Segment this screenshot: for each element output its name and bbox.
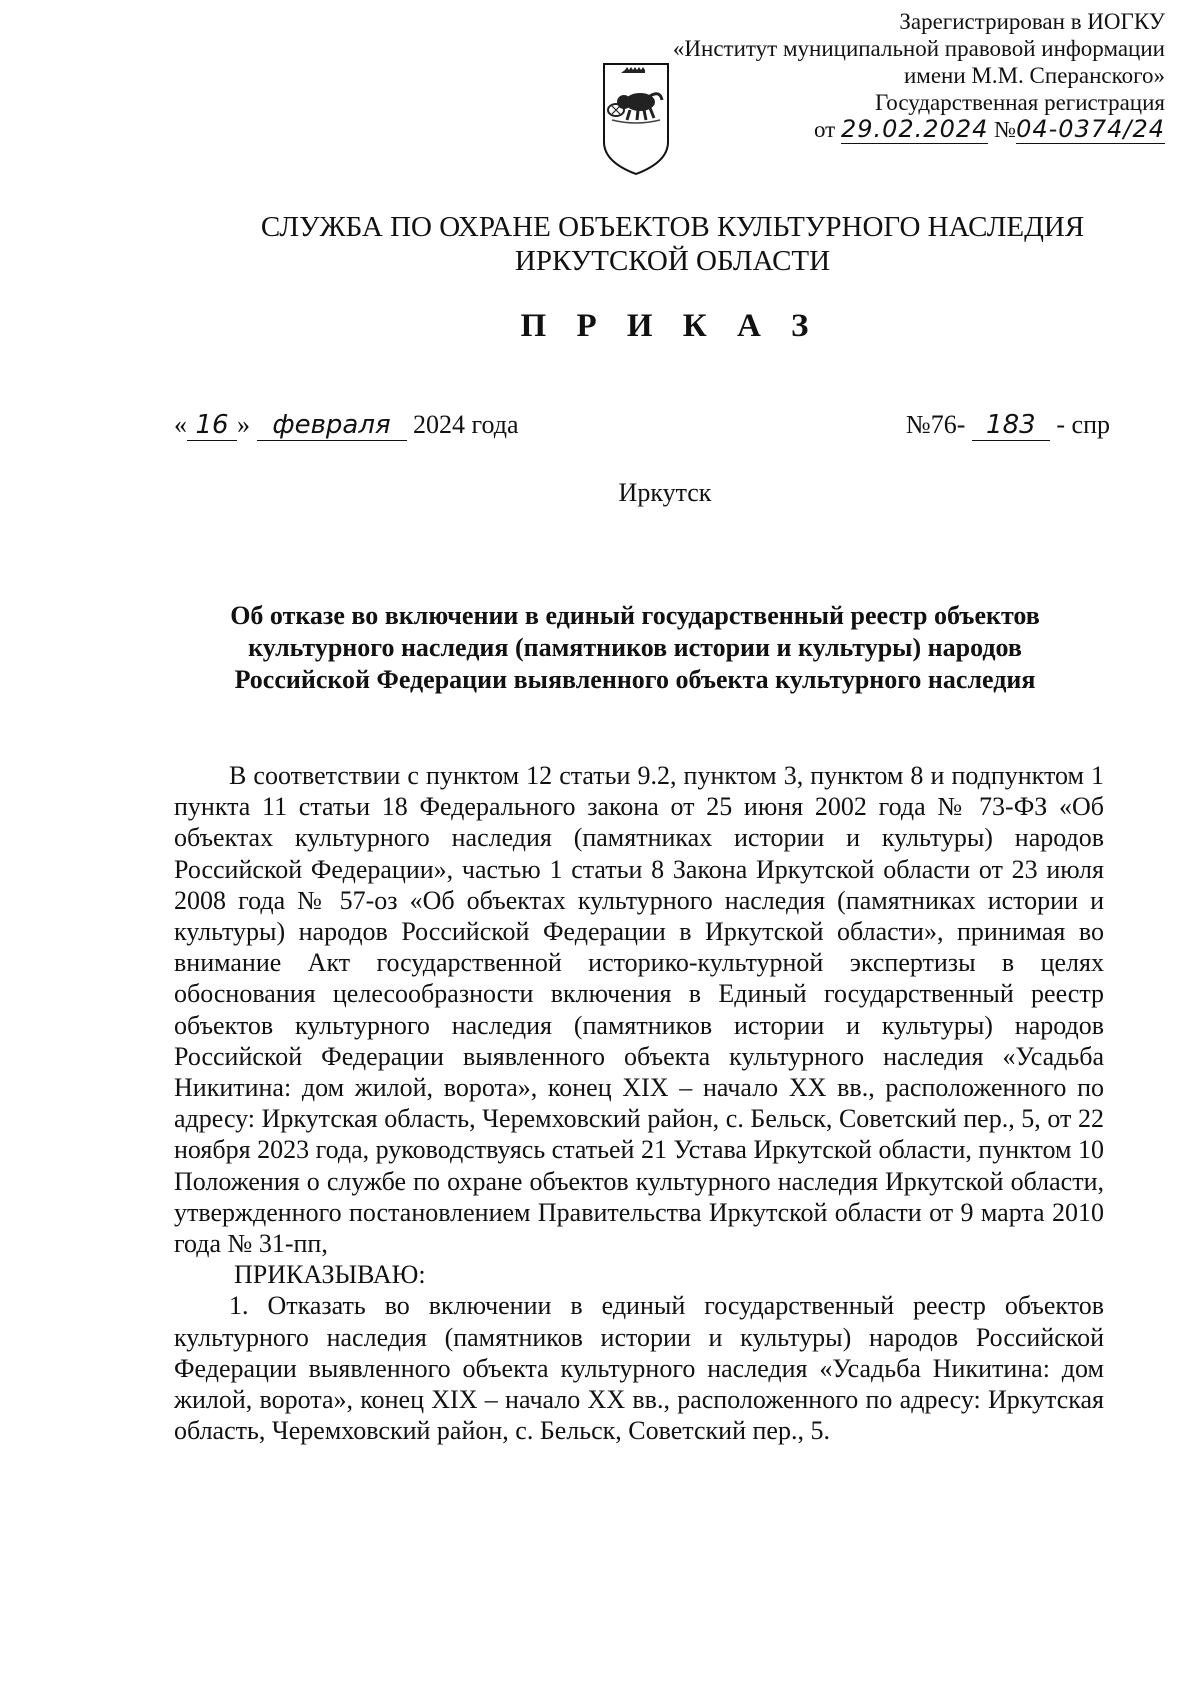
agency-line-1: СЛУЖБА ПО ОХРАНЕ ОБЪЕКТОВ КУЛЬТУРНОГО НАСЛЕДИЯ	[260, 211, 1085, 243]
registration-line-4: Государственная регистрация	[875, 90, 1165, 115]
date-close-quote: »	[237, 410, 250, 439]
agency-name	[0, 210, 1200, 278]
registration-line-1: Зарегистрирован в ИОГКУ	[899, 9, 1165, 34]
subject-line-2: культурного наследия (памятников истории и культуры) народов	[248, 633, 1022, 662]
order-number-suffix: - спр	[1056, 410, 1110, 439]
agency-line-2: ИРКУТСКОЙ ОБЛАСТИ	[514, 245, 831, 277]
irkutsk-coat-of-arms-icon	[602, 62, 670, 176]
order-subject	[175, 600, 1095, 696]
registration-line-2: «Институт муниципальной правовой информации	[672, 36, 1165, 61]
city: Иркутск	[618, 478, 712, 507]
order-title: П Р И К А З	[520, 308, 820, 344]
registration-date: 29.02.2024	[840, 115, 989, 143]
order-number-value: 183	[972, 410, 1050, 441]
registration-number: 04-0374/24	[1016, 115, 1165, 143]
date-month: февраля	[257, 410, 407, 441]
order-word: ПРИКАЗЫВАЮ:	[234, 1260, 426, 1290]
date-day: 16	[187, 410, 237, 441]
registration-line-3: имени М.М. Сперанского»	[903, 63, 1165, 88]
order-item-1: 1. Отказать во включении в единый государственный реестр объектов культурного наследия (памятников истории и культуры) народов Российской Федерации выявленного объекта культурного наследия «Усадьба Никитина: дом жилой, ворота», конец XIX – начало XX вв., расположенного по адресу: Иркутская область, Черемховский район, с. Бельск, Советский пер., 5.	[174, 1291, 1104, 1446]
date-year: 2024 года	[413, 410, 519, 439]
subject-line-3: Российской Федерации выявленного объекта культурного наследия	[234, 665, 1036, 694]
subject-line-1: Об отказе во включении в единый государственный реестр объектов	[230, 601, 1040, 630]
order-number-prefix: №76-	[905, 410, 966, 439]
order-date	[174, 410, 519, 441]
registration-number-prefix: №	[994, 117, 1017, 142]
registration-prefix: от	[813, 117, 836, 142]
date-open-quote: «	[174, 410, 187, 439]
order-number	[906, 410, 1110, 441]
order-body	[174, 760, 1104, 1446]
preamble-paragraph: В соответствии с пунктом 12 статьи 9.2, пунктом 3, пунктом 8 и подпунктом 1 пункта 11 статьи 18 Федерального закона от 25 июня 2002 года № 73-ФЗ «Об объектах культурного наследия (памятниках истории и культуры) народов Российской Федерации», частью 1 статьи 8 Закона Иркутской области от 23 июля 2008 года № 57-оз «Об объектах культурного наследия (памятниках истории и культуры) народов Российской Федерации в Иркутской области», принимая во внимание Акт государственной историко-культурной экспертизы в целях обоснования целесообразности включения в Единый государственный реестр объектов культурного наследия (памятников истории и культуры) народов Российской Федерации выявленного объекта культурного наследия «Усадьба Никитина: дом жилой, ворота», конец XIX – начало XX вв., расположенного по адресу: Иркутская область, Черемховский район, с. Бельск, Советский пер., 5, от 22 ноября 2023 года, руководствуясь статьей 21 Устава Иркутской области, пунктом 10 Положения о службе по охране объектов культурного наследия Иркутской области, утвержденного постановлением Правительства Иркутской области от 9 марта 2010 года № 31-пп,	[174, 761, 1104, 1259]
